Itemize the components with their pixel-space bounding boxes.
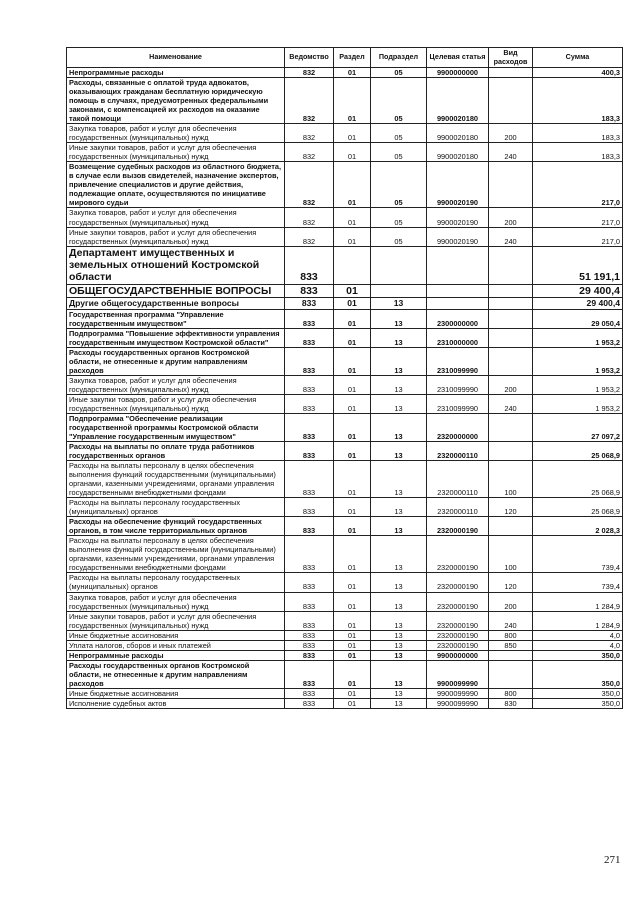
row-vedomstvo: 833 — [285, 284, 334, 297]
row-vid-raskhodov — [489, 78, 533, 124]
row-name: Расходы на выплаты персоналу в целях обеспечения выполнения функций государственными (муниципальными) органами, казенными учреждениями, органами управления государственными внебюджетными фондами — [67, 461, 285, 498]
row-tselevaya-statya: 2320000000 — [427, 413, 489, 441]
row-summa: 350,0 — [533, 660, 623, 688]
row-summa: 217,0 — [533, 227, 623, 246]
budget-table — [66, 47, 623, 709]
row-tselevaya-statya: 2320000190 — [427, 573, 489, 592]
row-tselevaya-statya: 2320000190 — [427, 640, 489, 650]
row-razdel: 01 — [334, 227, 371, 246]
row-tselevaya-statya: 9900020190 — [427, 208, 489, 227]
row-razdel: 01 — [334, 630, 371, 640]
row-name: Расходы на обеспечение функций государственных органов, в том числе территориальных органов — [67, 517, 285, 536]
row-vedomstvo: 832 — [285, 124, 334, 143]
table-row — [67, 309, 623, 328]
row-summa: 4,0 — [533, 640, 623, 650]
row-podrazdel: 05 — [371, 124, 427, 143]
row-name: Уплата налогов, сборов и иных платежей — [67, 640, 285, 650]
row-vedomstvo: 833 — [285, 394, 334, 413]
row-tselevaya-statya: 2320000190 — [427, 536, 489, 573]
row-vedomstvo: 833 — [285, 246, 334, 284]
row-razdel: 01 — [334, 592, 371, 611]
row-vedomstvo: 833 — [285, 309, 334, 328]
row-vid-raskhodov — [489, 328, 533, 347]
row-vedomstvo: 833 — [285, 498, 334, 517]
row-name: Государственная программа "Управление государственным имуществом" — [67, 309, 285, 328]
row-vedomstvo: 833 — [285, 461, 334, 498]
row-vedomstvo: 833 — [285, 347, 334, 375]
row-vedomstvo: 833 — [285, 442, 334, 461]
row-vid-raskhodov — [489, 284, 533, 297]
table-row — [67, 375, 623, 394]
row-vid-raskhodov: 100 — [489, 536, 533, 573]
row-razdel: 01 — [334, 347, 371, 375]
row-tselevaya-statya: 9900020190 — [427, 162, 489, 208]
row-vedomstvo: 832 — [285, 208, 334, 227]
row-podrazdel: 13 — [371, 640, 427, 650]
row-podrazdel: 13 — [371, 298, 427, 309]
table-row — [67, 517, 623, 536]
row-vid-raskhodov: 240 — [489, 611, 533, 630]
row-vedomstvo: 833 — [285, 650, 334, 660]
row-razdel: 01 — [334, 284, 371, 297]
row-vid-raskhodov: 240 — [489, 394, 533, 413]
row-razdel: 01 — [334, 640, 371, 650]
table-row — [67, 78, 623, 124]
header-vid-raskhodov: Вид расходов — [489, 48, 533, 68]
row-vid-raskhodov — [489, 517, 533, 536]
row-podrazdel: 13 — [371, 688, 427, 698]
row-name: Иные закупки товаров, работ и услуг для обеспечения государственных (муниципальных) нужд — [67, 143, 285, 162]
row-vedomstvo: 833 — [285, 660, 334, 688]
row-vedomstvo: 832 — [285, 143, 334, 162]
row-name: Расходы на выплаты персоналу в целях обеспечения выполнения функций государственными (муниципальными) органами, казенными учреждениями, органами управления государственными внебюджетными фондами — [67, 536, 285, 573]
row-vid-raskhodov: 240 — [489, 143, 533, 162]
row-vedomstvo: 832 — [285, 227, 334, 246]
row-razdel: 01 — [334, 461, 371, 498]
row-vid-raskhodov: 200 — [489, 375, 533, 394]
row-summa: 183,3 — [533, 124, 623, 143]
row-vid-raskhodov — [489, 246, 533, 284]
table-row — [67, 208, 623, 227]
row-summa: 350,0 — [533, 698, 623, 708]
row-summa: 25 068,9 — [533, 461, 623, 498]
row-name: Расходы государственных органов Костромской области, не отнесенные к другим направлениям расходов — [67, 347, 285, 375]
row-podrazdel: 13 — [371, 611, 427, 630]
row-tselevaya-statya: 9900020180 — [427, 124, 489, 143]
row-name: Возмещение судебных расходов из областного бюджета, в случае если вызов свидетелей, назначение экспертов, привлечение специалистов и другие действия, подлежащие оплате, осуществляются по инициативе мирового судьи — [67, 162, 285, 208]
row-podrazdel: 05 — [371, 78, 427, 124]
row-name: Расходы государственных органов Костромской области, не отнесенные к другим направлениям расходов — [67, 660, 285, 688]
row-name: Исполнение судебных актов — [67, 698, 285, 708]
row-tselevaya-statya: 9900020190 — [427, 227, 489, 246]
table-row — [67, 611, 623, 630]
row-summa: 1 953,2 — [533, 375, 623, 394]
row-razdel: 01 — [334, 517, 371, 536]
table-row — [67, 650, 623, 660]
row-name: Иные бюджетные ассигнования — [67, 688, 285, 698]
row-razdel: 01 — [334, 573, 371, 592]
row-name: Закупка товаров, работ и услуг для обеспечения государственных (муниципальных) нужд — [67, 592, 285, 611]
row-vid-raskhodov: 830 — [489, 698, 533, 708]
row-vedomstvo: 833 — [285, 517, 334, 536]
row-vedomstvo: 832 — [285, 68, 334, 78]
row-podrazdel: 13 — [371, 592, 427, 611]
row-tselevaya-statya: 2320000190 — [427, 630, 489, 640]
row-tselevaya-statya: 9900000000 — [427, 68, 489, 78]
row-vedomstvo: 833 — [285, 375, 334, 394]
header-summa: Сумма — [533, 48, 623, 68]
table-row — [67, 394, 623, 413]
table-row — [67, 162, 623, 208]
row-vedomstvo: 833 — [285, 630, 334, 640]
row-summa: 4,0 — [533, 630, 623, 640]
row-podrazdel: 13 — [371, 347, 427, 375]
row-razdel: 01 — [334, 394, 371, 413]
row-name: Непрограммные расходы — [67, 650, 285, 660]
row-summa: 183,3 — [533, 143, 623, 162]
row-summa: 217,0 — [533, 162, 623, 208]
row-vedomstvo: 833 — [285, 413, 334, 441]
row-podrazdel: 05 — [371, 143, 427, 162]
table-body — [67, 68, 623, 709]
row-tselevaya-statya: 2320000190 — [427, 611, 489, 630]
row-vid-raskhodov: 850 — [489, 640, 533, 650]
header-tselevaya-statya: Целевая статья — [427, 48, 489, 68]
row-podrazdel: 13 — [371, 498, 427, 517]
row-podrazdel: 13 — [371, 328, 427, 347]
row-tselevaya-statya: 2320000110 — [427, 498, 489, 517]
row-podrazdel: 13 — [371, 536, 427, 573]
table-row — [67, 328, 623, 347]
row-summa: 350,0 — [533, 688, 623, 698]
row-summa: 1 953,2 — [533, 347, 623, 375]
row-razdel: 01 — [334, 143, 371, 162]
row-summa: 739,4 — [533, 573, 623, 592]
table-row — [67, 227, 623, 246]
row-vid-raskhodov — [489, 347, 533, 375]
header-podrazdel: Подраздел — [371, 48, 427, 68]
table-row — [67, 68, 623, 78]
row-vid-raskhodov — [489, 442, 533, 461]
row-razdel: 01 — [334, 298, 371, 309]
row-name: Расходы на выплаты персоналу государственных (муниципальных) органов — [67, 573, 285, 592]
row-razdel: 01 — [334, 442, 371, 461]
row-name: Подпрограмма "Повышение эффективности управления государственным имуществом Костромской области" — [67, 328, 285, 347]
row-razdel: 01 — [334, 208, 371, 227]
table-row — [67, 413, 623, 441]
table-row — [67, 442, 623, 461]
row-name: Расходы на выплаты по оплате труда работников государственных органов — [67, 442, 285, 461]
row-vid-raskhodov: 100 — [489, 461, 533, 498]
row-razdel: 01 — [334, 660, 371, 688]
row-podrazdel: 13 — [371, 309, 427, 328]
row-summa: 29 400,4 — [533, 284, 623, 297]
row-name: Иные бюджетные ассигнования — [67, 630, 285, 640]
row-razdel: 01 — [334, 375, 371, 394]
row-tselevaya-statya: 9900099990 — [427, 660, 489, 688]
row-vedomstvo: 833 — [285, 592, 334, 611]
row-tselevaya-statya — [427, 246, 489, 284]
row-podrazdel: 13 — [371, 698, 427, 708]
row-vid-raskhodov: 200 — [489, 208, 533, 227]
row-vedomstvo: 832 — [285, 162, 334, 208]
row-vid-raskhodov: 800 — [489, 630, 533, 640]
row-podrazdel: 13 — [371, 660, 427, 688]
row-tselevaya-statya: 2320000110 — [427, 442, 489, 461]
row-podrazdel: 13 — [371, 573, 427, 592]
header-vedomstvo: Ведомство — [285, 48, 334, 68]
header-name: Наименование — [67, 48, 285, 68]
row-vid-raskhodov — [489, 650, 533, 660]
row-summa: 27 097,2 — [533, 413, 623, 441]
row-summa: 739,4 — [533, 536, 623, 573]
row-razdel: 01 — [334, 688, 371, 698]
row-tselevaya-statya: 9900020180 — [427, 143, 489, 162]
row-summa: 183,3 — [533, 78, 623, 124]
page-number: 271 — [604, 854, 621, 866]
row-tselevaya-statya: 2320000110 — [427, 461, 489, 498]
row-vid-raskhodov: 200 — [489, 592, 533, 611]
row-vedomstvo: 833 — [285, 536, 334, 573]
row-vedomstvo: 833 — [285, 611, 334, 630]
row-vid-raskhodov — [489, 413, 533, 441]
row-summa: 400,3 — [533, 68, 623, 78]
table-row — [67, 592, 623, 611]
row-vid-raskhodov — [489, 162, 533, 208]
row-podrazdel: 13 — [371, 517, 427, 536]
row-summa: 29 050,4 — [533, 309, 623, 328]
row-tselevaya-statya: 9900000000 — [427, 650, 489, 660]
row-summa: 1 284,9 — [533, 592, 623, 611]
row-vid-raskhodov: 120 — [489, 498, 533, 517]
row-summa: 350,0 — [533, 650, 623, 660]
row-summa: 1 284,9 — [533, 611, 623, 630]
row-razdel: 01 — [334, 536, 371, 573]
table-row — [67, 124, 623, 143]
row-summa: 1 953,2 — [533, 328, 623, 347]
row-tselevaya-statya: 2310099990 — [427, 394, 489, 413]
row-name: Подпрограмма "Обеспечение реализации государственной программы Костромской области "Управление государственным имуществом" — [67, 413, 285, 441]
row-tselevaya-statya: 9900099990 — [427, 688, 489, 698]
row-vid-raskhodov: 200 — [489, 124, 533, 143]
table-row — [67, 284, 623, 297]
table-row — [67, 660, 623, 688]
row-razdel: 01 — [334, 413, 371, 441]
row-razdel: 01 — [334, 611, 371, 630]
row-tselevaya-statya — [427, 284, 489, 297]
table-row — [67, 630, 623, 640]
row-summa: 29 400,4 — [533, 298, 623, 309]
row-tselevaya-statya: 2310099990 — [427, 375, 489, 394]
row-razdel: 01 — [334, 498, 371, 517]
table-row — [67, 246, 623, 284]
row-summa: 2 028,3 — [533, 517, 623, 536]
row-podrazdel: 13 — [371, 413, 427, 441]
row-vid-raskhodov: 240 — [489, 227, 533, 246]
row-podrazdel — [371, 284, 427, 297]
table-row — [67, 143, 623, 162]
row-vid-raskhodov — [489, 68, 533, 78]
table-row — [67, 688, 623, 698]
row-razdel: 01 — [334, 68, 371, 78]
row-vid-raskhodov — [489, 660, 533, 688]
table-row — [67, 698, 623, 708]
row-name: Закупка товаров, работ и услуг для обеспечения государственных (муниципальных) нужд — [67, 124, 285, 143]
table-row — [67, 461, 623, 498]
row-summa: 217,0 — [533, 208, 623, 227]
row-razdel: 01 — [334, 309, 371, 328]
table-row — [67, 498, 623, 517]
table-row — [67, 347, 623, 375]
row-vid-raskhodov — [489, 309, 533, 328]
row-tselevaya-statya: 2320000190 — [427, 592, 489, 611]
table-row — [67, 573, 623, 592]
row-vedomstvo: 833 — [285, 688, 334, 698]
row-vid-raskhodov: 120 — [489, 573, 533, 592]
row-razdel — [334, 246, 371, 284]
row-name: Иные закупки товаров, работ и услуг для обеспечения государственных (муниципальных) нужд — [67, 611, 285, 630]
row-name: Закупка товаров, работ и услуг для обеспечения государственных (муниципальных) нужд — [67, 208, 285, 227]
row-tselevaya-statya: 2310000000 — [427, 328, 489, 347]
row-razdel: 01 — [334, 162, 371, 208]
row-name: ОБЩЕГОСУДАРСТВЕННЫЕ ВОПРОСЫ — [67, 284, 285, 297]
row-podrazdel: 05 — [371, 68, 427, 78]
row-podrazdel: 13 — [371, 461, 427, 498]
row-podrazdel: 05 — [371, 162, 427, 208]
table-header-row — [67, 48, 623, 68]
row-podrazdel: 13 — [371, 442, 427, 461]
row-razdel: 01 — [334, 78, 371, 124]
table-row — [67, 298, 623, 309]
table-row — [67, 640, 623, 650]
row-razdel: 01 — [334, 650, 371, 660]
row-tselevaya-statya: 2320000190 — [427, 517, 489, 536]
row-razdel: 01 — [334, 124, 371, 143]
row-podrazdel: 13 — [371, 650, 427, 660]
row-name: Расходы на выплаты персоналу государственных (муниципальных) органов — [67, 498, 285, 517]
row-vedomstvo: 833 — [285, 573, 334, 592]
row-podrazdel: 13 — [371, 394, 427, 413]
row-summa: 25 068,9 — [533, 442, 623, 461]
row-podrazdel: 13 — [371, 630, 427, 640]
row-podrazdel: 05 — [371, 208, 427, 227]
table-row — [67, 536, 623, 573]
header-razdel: Раздел — [334, 48, 371, 68]
row-summa: 51 191,1 — [533, 246, 623, 284]
row-name: Другие общегосударственные вопросы — [67, 298, 285, 309]
row-podrazdel: 13 — [371, 375, 427, 394]
row-name: Департамент имущественных и земельных отношений Костромской области — [67, 246, 285, 284]
row-name: Иные закупки товаров, работ и услуг для обеспечения государственных (муниципальных) нужд — [67, 394, 285, 413]
row-vid-raskhodov — [489, 298, 533, 309]
row-name: Расходы, связанные с оплатой труда адвокатов, оказывающих гражданам бесплатную юридическую помощь в случаях, предусмотренных федеральными законами, с компенсацией их расходов на оказание такой помощи — [67, 78, 285, 124]
row-name: Непрограммные расходы — [67, 68, 285, 78]
row-tselevaya-statya: 9900020180 — [427, 78, 489, 124]
row-tselevaya-statya: 2300000000 — [427, 309, 489, 328]
row-podrazdel: 05 — [371, 227, 427, 246]
row-summa: 1 953,2 — [533, 394, 623, 413]
row-vedomstvo: 833 — [285, 328, 334, 347]
row-vedomstvo: 832 — [285, 78, 334, 124]
row-tselevaya-statya: 9900099990 — [427, 698, 489, 708]
row-name: Закупка товаров, работ и услуг для обеспечения государственных (муниципальных) нужд — [67, 375, 285, 394]
row-vedomstvo: 833 — [285, 640, 334, 650]
row-vedomstvo: 833 — [285, 698, 334, 708]
row-tselevaya-statya: 2310099990 — [427, 347, 489, 375]
row-vedomstvo: 833 — [285, 298, 334, 309]
row-name: Иные закупки товаров, работ и услуг для обеспечения государственных (муниципальных) нужд — [67, 227, 285, 246]
row-razdel: 01 — [334, 328, 371, 347]
row-razdel: 01 — [334, 698, 371, 708]
row-podrazdel — [371, 246, 427, 284]
row-summa: 25 068,9 — [533, 498, 623, 517]
row-vid-raskhodov: 800 — [489, 688, 533, 698]
row-tselevaya-statya — [427, 298, 489, 309]
